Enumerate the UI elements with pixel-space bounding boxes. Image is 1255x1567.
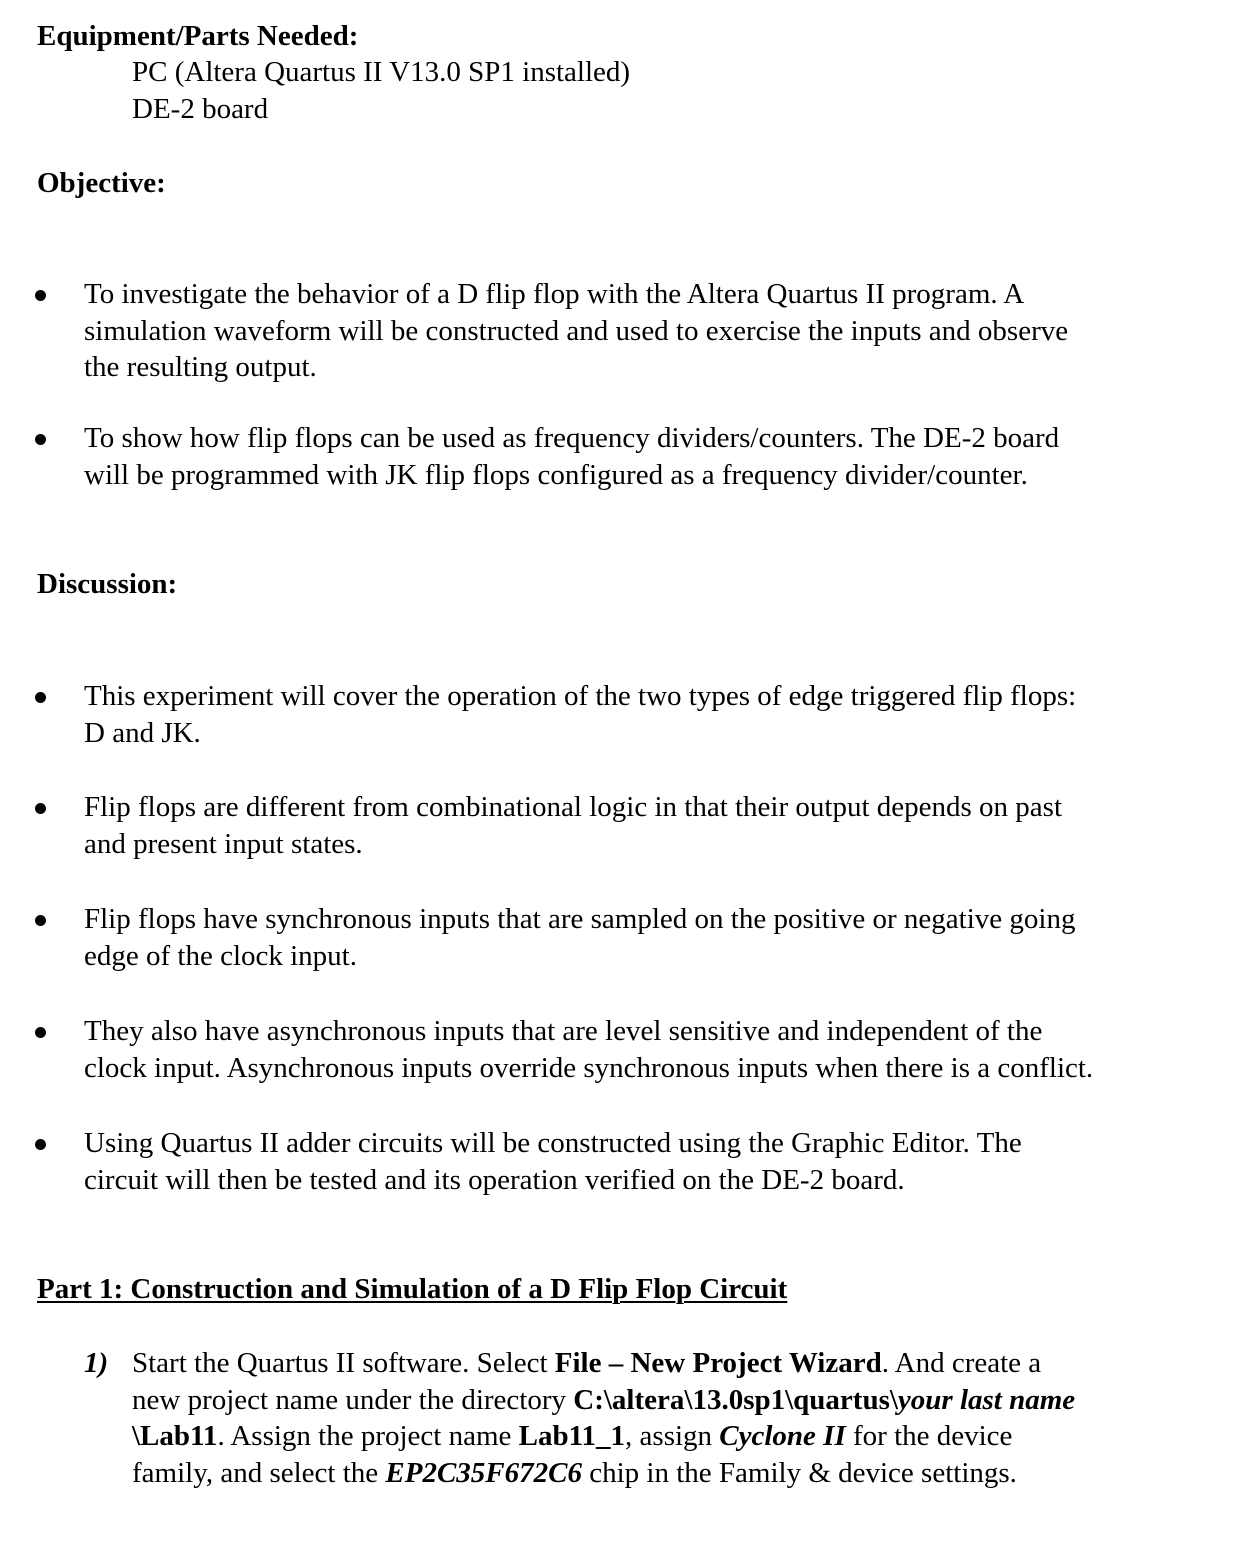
text: . Assign the project name bbox=[217, 1420, 519, 1452]
device-family: Cyclone II bbox=[719, 1420, 846, 1452]
discussion-bullet-3 bbox=[84, 901, 1178, 974]
line: Flip flops have synchronous inputs that are sampled on the positive or negative going bbox=[84, 903, 1076, 935]
text: new project name under the directory bbox=[132, 1383, 574, 1416]
line: Flip flops are different from combinational logic in that their output depends on past bbox=[84, 791, 1062, 823]
bullet-dot bbox=[35, 290, 46, 301]
equipment-item-board: DE-2 board bbox=[132, 93, 269, 125]
chip-name: EP2C35F672C6 bbox=[385, 1456, 582, 1489]
bullet-dot bbox=[35, 1139, 46, 1150]
line: This experiment will cover the operation of the two types of edge triggered flip flops: bbox=[84, 680, 1077, 712]
bullet-dot bbox=[35, 692, 46, 703]
step-number: 1) bbox=[84, 1347, 109, 1379]
line: clock input. Asynchronous inputs override synchronous inputs when there is a conflict. bbox=[84, 1051, 1094, 1084]
line: Using Quartus II adder circuits will be constructed using the Graphic Editor. The bbox=[84, 1127, 1022, 1159]
objective-bullet-2 bbox=[84, 420, 1184, 493]
bullet-dot bbox=[35, 1027, 46, 1038]
line: To show how flip flops can be used as frequency dividers/counters. The DE-2 board bbox=[84, 422, 1060, 454]
equipment-item-pc: PC (Altera Quartus II V13.0 SP1 installed) bbox=[132, 56, 631, 88]
discussion-heading: Discussion: bbox=[37, 568, 178, 600]
directory-placeholder: your last name bbox=[897, 1383, 1076, 1416]
line bbox=[132, 1382, 1212, 1419]
text: Start the Quartus II software. Select bbox=[132, 1347, 555, 1379]
discussion-bullet-2 bbox=[84, 789, 1178, 862]
bullet-dot bbox=[35, 915, 46, 926]
equipment-heading: Equipment/Parts Needed: bbox=[37, 20, 359, 52]
menu-path: File – New Project Wizard bbox=[554, 1347, 882, 1379]
line: edge of the clock input. bbox=[84, 939, 357, 972]
line bbox=[132, 1418, 1212, 1455]
line: To investigate the behavior of a D flip flop with the Altera Quartus II program. A bbox=[84, 278, 1025, 310]
bullet-dot bbox=[35, 434, 46, 445]
objective-heading: Objective: bbox=[37, 167, 166, 199]
line bbox=[132, 1455, 1212, 1492]
text: for the device bbox=[845, 1420, 1013, 1452]
line: will be programmed with JK flip flops configured as a frequency divider/counter. bbox=[84, 458, 1028, 491]
line: and present input states. bbox=[84, 827, 363, 860]
directory-suffix: \Lab11 bbox=[132, 1420, 218, 1452]
discussion-bullet-1 bbox=[84, 678, 1184, 751]
line: They also have asynchronous inputs that are level sensitive and independent of the bbox=[84, 1015, 1043, 1047]
text: chip in the Family & device settings. bbox=[581, 1456, 1017, 1489]
step-1-text bbox=[132, 1345, 1212, 1491]
objective-bullet-1 bbox=[84, 276, 1184, 386]
discussion-bullet-5 bbox=[84, 1125, 1184, 1198]
text: , assign bbox=[625, 1420, 720, 1452]
directory-path: C:\altera\13.0sp1\quartus\ bbox=[573, 1383, 898, 1416]
bullet-dot bbox=[35, 803, 46, 814]
line: circuit will then be tested and its operation verified on the DE-2 board. bbox=[84, 1163, 905, 1196]
discussion-bullet-4 bbox=[84, 1013, 1178, 1086]
line: the resulting output. bbox=[84, 351, 317, 383]
line: simulation waveform will be constructed and used to exercise the inputs and observe bbox=[84, 314, 1069, 347]
text: . And create a bbox=[881, 1347, 1042, 1379]
part1-heading: Part 1: Construction and Simulation of a D Flip Flop Circuit bbox=[37, 1273, 788, 1305]
line: D and JK. bbox=[84, 716, 201, 749]
text: family, and select the bbox=[132, 1456, 386, 1489]
project-name: Lab11_1 bbox=[518, 1420, 626, 1452]
line bbox=[132, 1345, 1212, 1382]
